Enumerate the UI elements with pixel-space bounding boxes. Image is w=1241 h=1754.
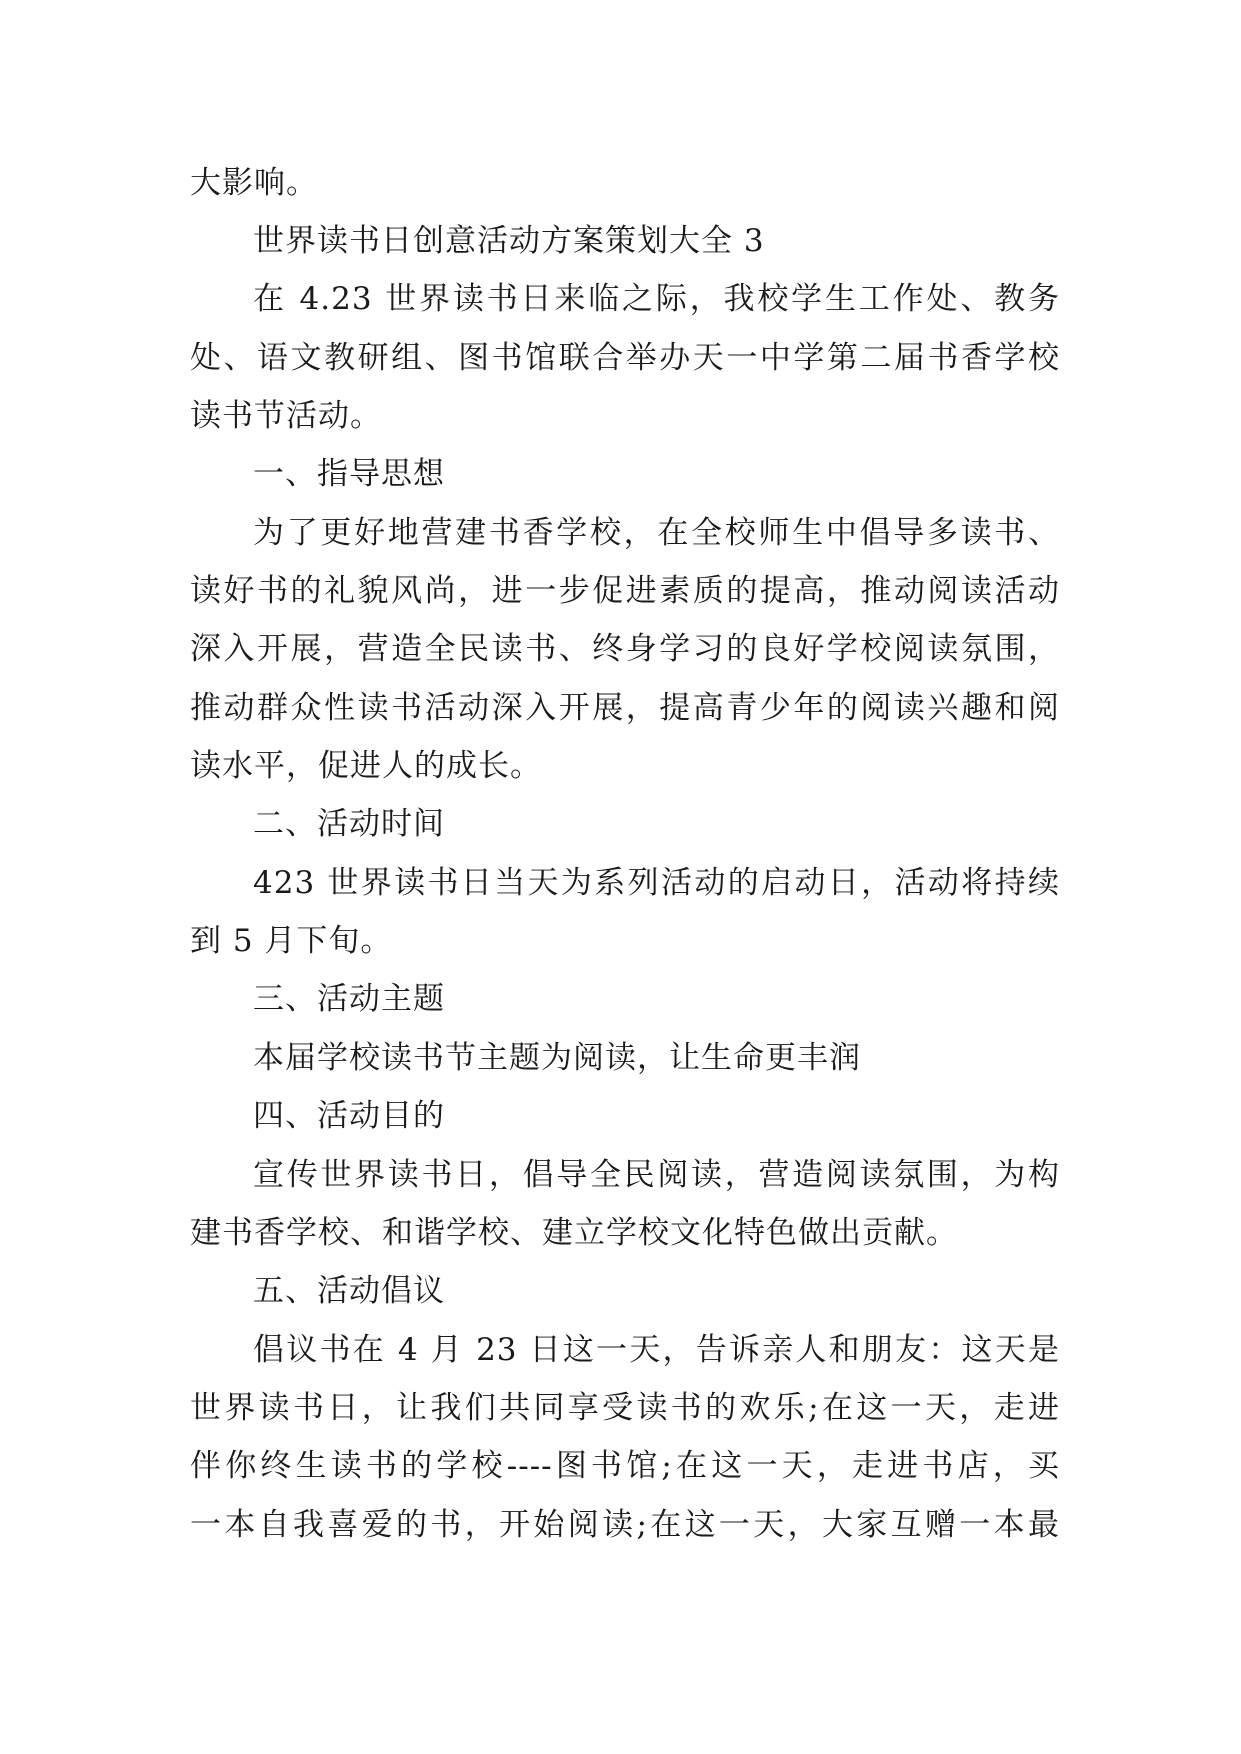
text-line: 大影响。 [190, 165, 318, 201]
text-line: 世界读书日，让我们共同享受读书的欢乐;在这一天，走进 [190, 1390, 1060, 1426]
text-line: 为了更好地营建书香学校，在全校师生中倡导多读书、 [253, 515, 1060, 551]
text-line: 倡议书在 4 月 23 日这一天，告诉亲人和朋友：这天是 [253, 1332, 1060, 1368]
text-line: 读水平，促进人的成长。 [190, 748, 542, 784]
text-line: 423 世界读书日当天为系列活动的启动日，活动将持续 [253, 865, 1060, 901]
text-line: 处、语文教研组、图书馆联合举办天一中学第二届书香学校 [190, 340, 1060, 376]
text-line: 推动群众性读书活动深入开展，提高青少年的阅读兴趣和阅 [190, 690, 1060, 726]
section-heading: 五、活动倡议 [253, 1273, 445, 1309]
text-line: 在 4.23 世界读书日来临之际，我校学生工作处、教务 [253, 281, 1060, 317]
section-title: 世界读书日创意活动方案策划大全 3 [253, 223, 765, 259]
text-line: 伴你终生读书的学校----图书馆;在这一天，走进书店，买 [190, 1448, 1060, 1484]
text-line: 深入开展，营造全民读书、终身学习的良好学校阅读氛围， [190, 631, 1060, 667]
text-line: 读好书的礼貌风尚，进一步促进素质的提高，推动阅读活动 [190, 573, 1060, 609]
text-line: 建书香学校、和谐学校、建立学校文化特色做出贡献。 [190, 1215, 958, 1251]
section-heading: 二、活动时间 [253, 806, 445, 842]
text-line: 一本自我喜爱的书，开始阅读;在这一天，大家互赠一本最 [190, 1507, 1060, 1543]
text-line: 本届学校读书节主题为阅读，让生命更丰润 [253, 1040, 861, 1076]
text-line: 到 5 月下旬。 [190, 923, 393, 959]
text-line: 读书节活动。 [190, 398, 382, 434]
text-line: 宣传世界读书日，倡导全民阅读，营造阅读氛围，为构 [253, 1157, 1060, 1193]
section-heading: 一、指导思想 [253, 456, 445, 492]
section-heading: 三、活动主题 [253, 981, 445, 1017]
section-heading: 四、活动目的 [253, 1098, 445, 1134]
